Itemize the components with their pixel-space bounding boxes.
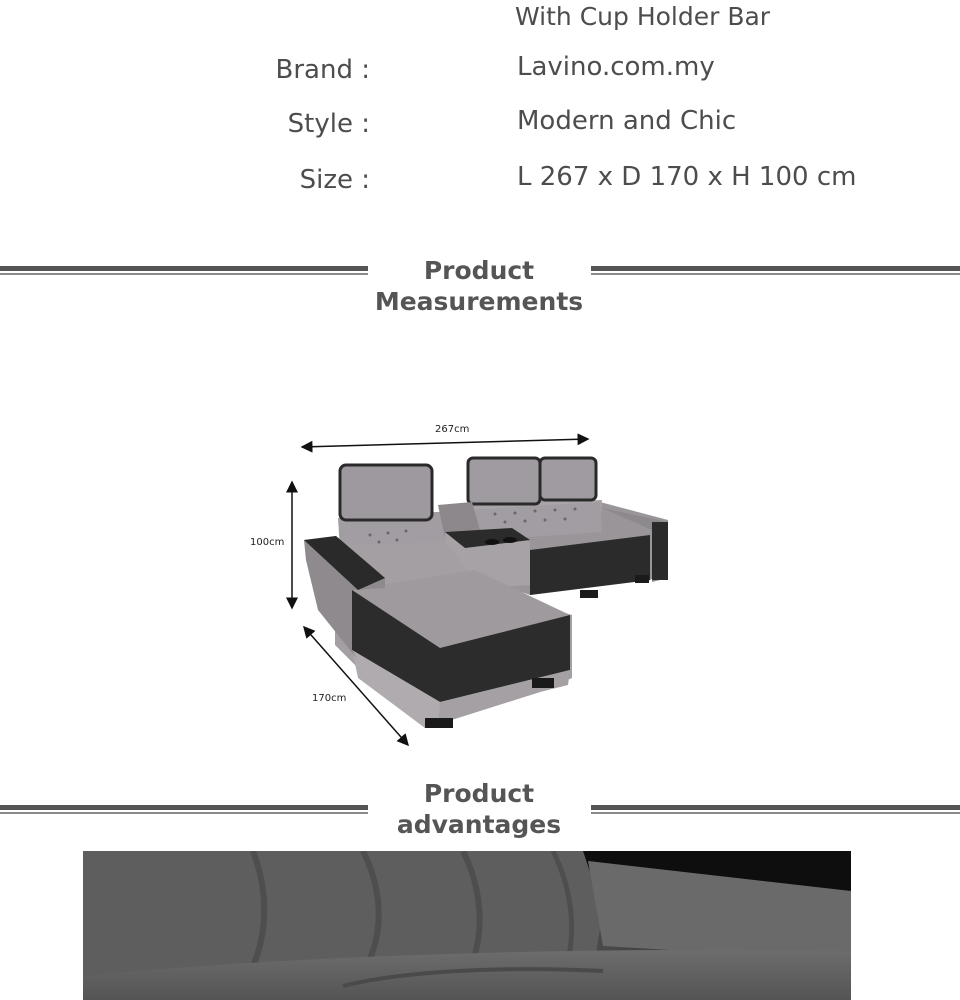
measurements-section-header [0,255,960,321]
product-title-continuation: With Cup Holder Bar [515,2,771,31]
advantages-heading-line1: Product [423,779,535,808]
height-label: 100cm [250,537,285,548]
measurements-heading-line1: Product [423,256,535,285]
brand-value: Lavino.com.my [517,52,715,82]
depth-label: 170cm [312,693,347,704]
sofa-measurement-diagram [240,410,690,760]
advantages-heading [368,778,590,840]
measurements-heading-line2: Measurements [374,287,584,316]
measurements-heading [368,255,590,317]
style-label: Style : [287,109,370,139]
sofa-closeup-illustration [83,851,851,1000]
divider-left [0,266,368,276]
style-value: Modern and Chic [517,106,737,136]
advantages-heading-line2: advantages [396,810,562,839]
divider-left [0,805,368,815]
size-label: Size : [299,165,370,195]
sofa-illustration [304,458,668,728]
brand-label: Brand : [275,55,370,85]
width-label: 267cm [435,424,470,435]
width-arrow [302,439,588,447]
divider-right [591,266,960,276]
divider-right [591,805,960,815]
advantages-section-header [0,778,960,844]
size-value: L 267 x D 170 x H 100 cm [517,162,857,192]
sofa-closeup-photo [83,851,851,1000]
